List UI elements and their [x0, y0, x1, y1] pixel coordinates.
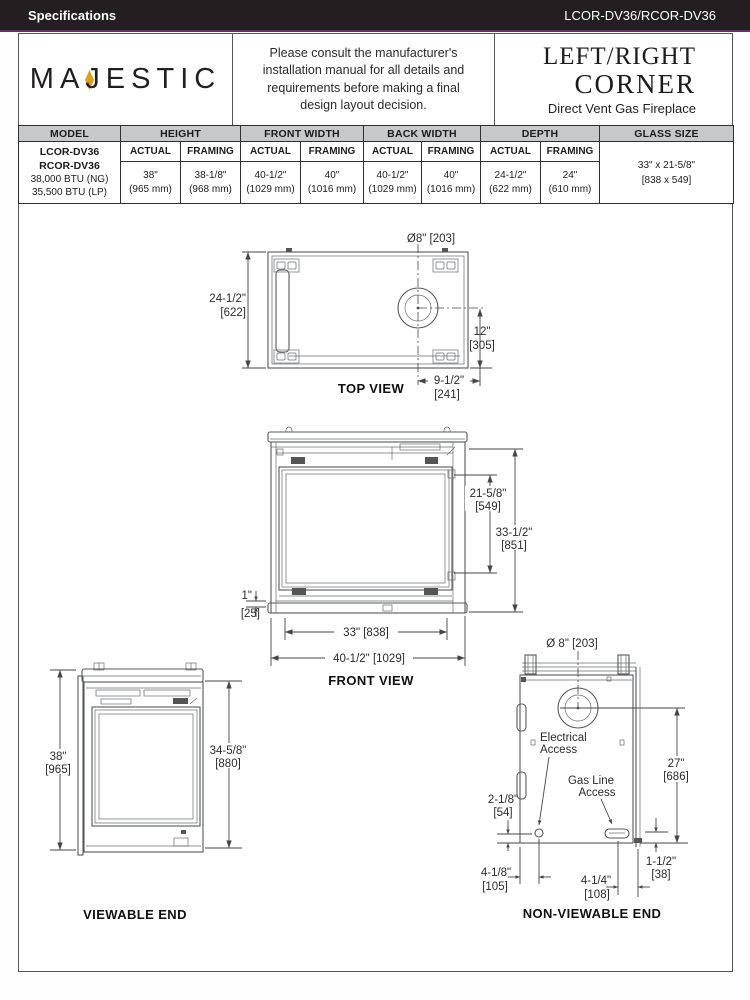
top-view-drawing [209, 233, 494, 401]
model-cell [19, 142, 121, 204]
dim-offset-in: 12" [473, 326, 491, 338]
value-cell: 40-1/2" (1029 mm) [241, 162, 301, 204]
col-back-width: BACK WIDTH [364, 126, 481, 142]
dim-offset-mm: [305] [469, 340, 495, 352]
dim-gas-x-mm: [108] [584, 889, 610, 901]
product-title-line2: CORNER [574, 69, 696, 99]
viewable-end-drawing [42, 663, 252, 922]
dim-height-in: 33-1/2" [495, 527, 533, 539]
btu-rating: 35,500 BTU (LP) [31, 187, 108, 199]
product-title-cell [495, 34, 732, 125]
dim-elec-x-mm: [105] [482, 881, 508, 893]
accent-rule [0, 30, 750, 32]
note-line: Please consult the manufacturer's [269, 46, 458, 60]
subheader-actual: ACTUAL [241, 142, 301, 162]
value-cell: 38-1/8" (968 mm) [181, 162, 241, 204]
technical-drawings [18, 199, 733, 972]
btu-rating: 38,000 BTU (NG) [30, 174, 109, 186]
dim-elec-h-in: 2-1/8" [487, 794, 519, 806]
glass-size-mm: [838 x 549] [641, 174, 692, 186]
dim-gas-x-in: 4-1/4" [580, 875, 612, 887]
note-line: installation manual for all details and [262, 63, 465, 78]
dim-depth-in: 24-1/2" [209, 293, 246, 305]
dim-hearth-in: 1" [241, 590, 252, 602]
dim-inner-h-mm: [880] [215, 758, 241, 770]
dim-glass-h-mm: [549] [475, 501, 501, 513]
subheader-framing: FRAMING [181, 142, 241, 162]
glass-size-in: 33" x 21-5/8" [637, 159, 696, 171]
viewable-end-label: VIEWABLE END [83, 907, 187, 922]
dim-vent-h-in: 27" [667, 758, 685, 770]
col-model: MODEL [19, 126, 121, 142]
note-line: requirements before making a final [267, 80, 460, 95]
col-front-width: FRONT WIDTH [241, 126, 364, 142]
col-height: HEIGHT [121, 126, 241, 142]
front-view-drawing [241, 427, 538, 688]
model-name: RCOR-DV36 [39, 159, 100, 172]
spec-table [18, 125, 734, 204]
electrical-access-label1: Electrical [540, 732, 587, 744]
dim-width: 40-1/2" [1029] [333, 653, 405, 665]
value-cell: 40" (1016 mm) [422, 162, 481, 204]
dim-vent-x-in: 9-1/2" [433, 375, 465, 387]
gas-access-label2: Access [578, 787, 616, 799]
value-cell: 40" (1016 mm) [301, 162, 364, 204]
dim-elec-h-mm: [54] [493, 807, 513, 819]
subheader-framing: FRAMING [301, 142, 364, 162]
value-cell: 38" (965 mm) [121, 162, 181, 204]
vent-label-top: Ø8" [203] [406, 233, 456, 245]
dim-depth-mm: [622] [220, 307, 246, 319]
top-view-label: TOP VIEW [337, 381, 405, 396]
product-title-line1: LEFT/RIGHT [542, 43, 696, 70]
gas-access-slot [605, 829, 629, 838]
dim-glass-h-in: 21-5/8" [469, 488, 507, 500]
page-title: Specifications [28, 7, 117, 23]
glass-size-cell [600, 142, 734, 204]
dim-glass-w: 33" [838] [343, 627, 389, 639]
electrical-access-label2: Access [540, 744, 578, 756]
note-line: design layout decision. [300, 97, 427, 112]
col-glass-size: GLASS SIZE [600, 126, 734, 142]
front-view-label: FRONT VIEW [328, 673, 414, 688]
disclaimer-note [233, 34, 495, 125]
subheader-actual: ACTUAL [121, 142, 181, 162]
dim-flange-in: 1-1/2" [645, 856, 677, 868]
vent-label-rear: Ø 8" [203] [546, 638, 598, 650]
dim-vent-x-mm: [241] [434, 389, 460, 401]
value-cell: 40-1/2" (1029 mm) [364, 162, 422, 204]
dim-hearth-mm: [25] [240, 608, 260, 620]
value-cell: 24" (610 mm) [541, 162, 600, 204]
dim-end-height-in: 38" [49, 751, 67, 763]
model-number-header: LCOR-DV36/RCOR-DV36 [564, 7, 716, 23]
dim-height-mm: [851] [501, 540, 527, 552]
product-subtitle: Direct Vent Gas Fireplace [547, 101, 696, 116]
subheader-actual: ACTUAL [481, 142, 541, 162]
dim-end-height-mm: [965] [45, 764, 71, 776]
non-viewable-end-label: NON-VIEWABLE END [522, 906, 662, 921]
dim-elec-x-in: 4-1/8" [480, 867, 512, 879]
model-name: LCOR-DV36 [39, 145, 100, 158]
subheader-actual: ACTUAL [364, 142, 422, 162]
header-band [19, 34, 732, 125]
dim-flange-mm: [38] [651, 869, 671, 881]
subheader-framing: FRAMING [422, 142, 481, 162]
dim-vent-h-mm: [686] [663, 771, 689, 783]
brand-logo-cell [19, 34, 233, 125]
brand-logo: MAJESTIC [29, 63, 222, 95]
value-cell: 24-1/2" (622 mm) [481, 162, 541, 204]
col-depth: DEPTH [481, 126, 600, 142]
electrical-access-hole [535, 829, 543, 837]
subheader-framing: FRAMING [541, 142, 600, 162]
top-title-bar [0, 0, 750, 30]
gas-access-label1: Gas Line [567, 775, 615, 787]
dim-inner-h-in: 34-5/8" [209, 745, 247, 757]
non-viewable-end-drawing [481, 638, 692, 921]
